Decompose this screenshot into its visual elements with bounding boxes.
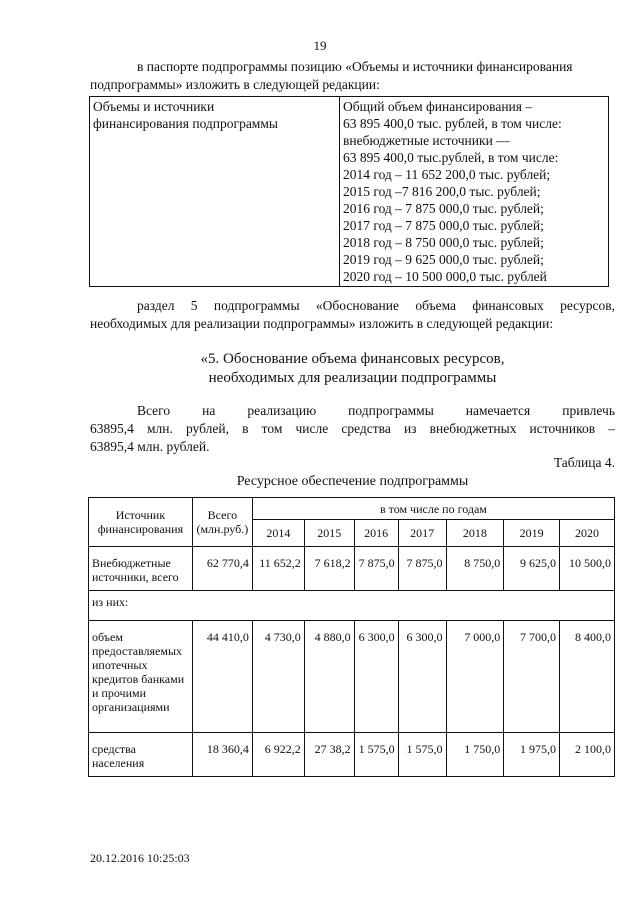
row-value: 7 700,0	[504, 621, 560, 733]
passport-right-line: Общий объем финансирования –	[343, 99, 533, 114]
heading-line-1: «5. Обоснование объема финансовых ресурсов,	[200, 351, 505, 367]
row-total: 44 410,0	[192, 621, 252, 733]
passport-right-cell	[340, 97, 609, 287]
table-row	[89, 547, 615, 591]
body-line-3: 63895,4 млн. рублей.	[90, 439, 210, 454]
row-total: 62 770,4	[192, 547, 252, 591]
row-value: 1 750,0	[446, 733, 504, 777]
row-value: 27 38,2	[304, 733, 354, 777]
header-year: 2017	[398, 520, 446, 547]
resource-table	[88, 497, 615, 777]
header-source: Источник финансирования	[89, 498, 193, 547]
row-value: 9 625,0	[504, 547, 560, 591]
table-row	[89, 591, 615, 621]
table-row	[89, 733, 615, 777]
row-label: средства населения	[89, 733, 193, 777]
row-value: 4 880,0	[304, 621, 354, 733]
row-label: Внебюджетные источники, всего	[89, 547, 193, 591]
row-value: 6 922,2	[252, 733, 304, 777]
row-value: 6 300,0	[398, 621, 446, 733]
row-value: 2 100,0	[560, 733, 615, 777]
header-years-group: в том числе по годам	[252, 498, 614, 520]
passport-table	[89, 96, 609, 287]
table-caption: Ресурсное обеспечение подпрограммы	[236, 474, 469, 489]
passport-right-line: 2016 год – 7 875 000,0 тыс. рублей;	[343, 201, 544, 216]
passport-right-line: 63 895 400,0 тыс. рублей, в том числе:	[343, 116, 562, 131]
row-value: 7 618,2	[304, 547, 354, 591]
row-value: 6 300,0	[354, 621, 398, 733]
passport-left-line: финансирования подпрограммы	[93, 116, 278, 131]
table-row	[89, 621, 615, 733]
passport-right-line: внебюджетные источники —	[343, 133, 510, 148]
header-year: 2014	[252, 520, 304, 547]
passport-left-line: Объемы и источники	[93, 99, 215, 114]
row-value: 1 575,0	[398, 733, 446, 777]
header-year: 2016	[354, 520, 398, 547]
row-value: 7 875,0	[398, 547, 446, 591]
header-year: 2019	[504, 520, 560, 547]
row-total: 18 360,4	[192, 733, 252, 777]
passport-right-line: 63 895 400,0 тыс.рублей, в том числе:	[343, 150, 559, 165]
heading-line-2: необходимых для реализации подпрограммы	[208, 370, 497, 386]
intro-line-2: подпрограммы» изложить в следующей редакции:	[90, 77, 380, 92]
header-year: 2015	[304, 520, 354, 547]
passport-right-line: 2020 год – 10 500 000,0 тыс. рублей	[343, 269, 547, 284]
footer-timestamp: 20.12.2016 10:25:03	[90, 851, 190, 865]
body-line-1: Всего на реализацию подпрограммы намечается привлечь	[137, 403, 615, 418]
row-value: 1 975,0	[504, 733, 560, 777]
section-line-1: раздел 5 подпрограммы «Обоснование объема финансовых ресурсов,	[137, 298, 615, 313]
passport-row	[90, 97, 609, 287]
row-value: 1 575,0	[354, 733, 398, 777]
body-line-2: 63895,4 млн. рублей, в том числе средства из внебюджетных источников –	[90, 421, 615, 436]
header-year: 2018	[446, 520, 504, 547]
passport-right-line: 2018 год – 8 750 000,0 тыс. рублей;	[343, 235, 544, 250]
table-label: Таблица 4.	[553, 455, 615, 470]
row-label: из них:	[89, 591, 615, 621]
passport-right-line: 2017 год – 7 875 000,0 тыс. рублей;	[343, 218, 544, 233]
row-value: 8 750,0	[446, 547, 504, 591]
row-value: 10 500,0	[560, 547, 615, 591]
row-label: объем предоставляемых ипотечных кредитов банками и прочими организациями	[89, 621, 193, 733]
page-number: 19	[313, 38, 327, 53]
row-value: 11 652,2	[252, 547, 304, 591]
passport-right-line: 2014 год – 11 652 200,0 тыс. рублей;	[343, 167, 551, 182]
passport-left-cell	[90, 97, 340, 287]
row-value: 8 400,0	[560, 621, 615, 733]
row-value: 4 730,0	[252, 621, 304, 733]
intro-line-1: в паспорте подпрограммы позицию «Объемы и источники финансирования	[137, 59, 573, 74]
row-value: 7 875,0	[354, 547, 398, 591]
table-header-row	[89, 498, 615, 520]
row-value: 7 000,0	[446, 621, 504, 733]
passport-right-line: 2019 год – 9 625 000,0 тыс. рублей;	[343, 252, 544, 267]
header-total: Всего (млн.руб.)	[192, 498, 252, 547]
header-year: 2020	[560, 520, 615, 547]
passport-right-line: 2015 год –7 816 200,0 тыс. рублей;	[343, 184, 541, 199]
section-line-2: необходимых для реализации подпрограммы» изложить в следующей редакции:	[90, 316, 554, 331]
